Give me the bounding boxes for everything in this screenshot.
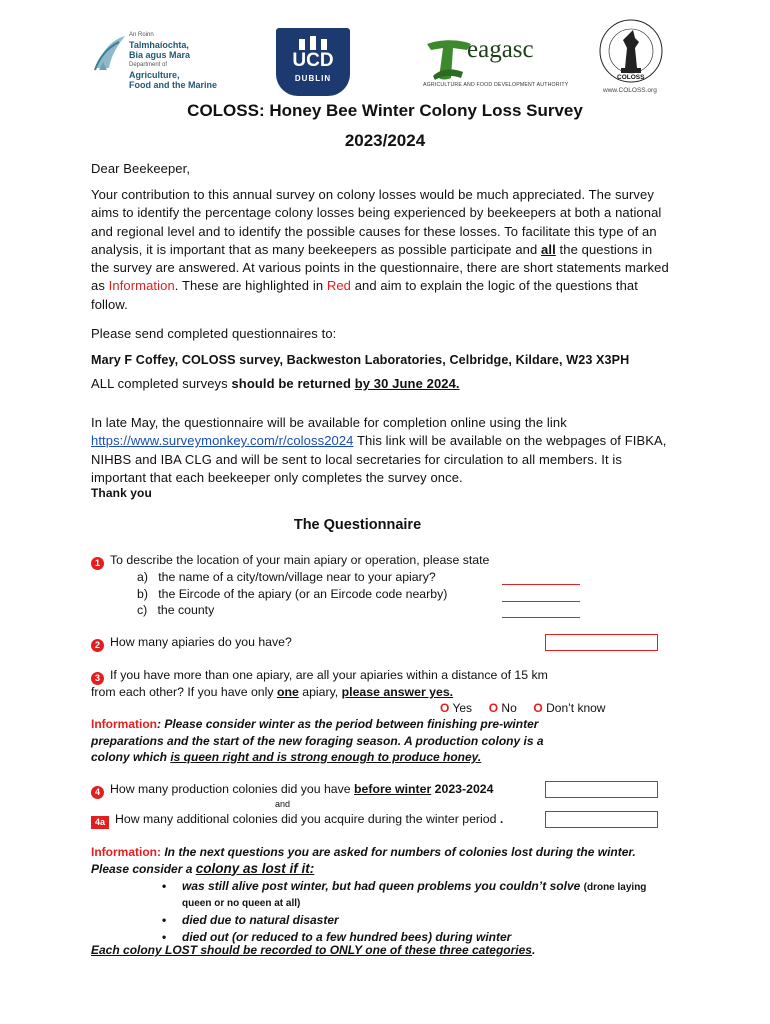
answer-4-field[interactable] [545,781,658,798]
coloss-name: COLOSS [617,74,645,81]
answer-1b-field[interactable] [502,589,580,602]
question-number-4: 4 [91,786,104,799]
option-dont-know[interactable]: O Don’t know [533,701,606,715]
answer-2-field[interactable] [545,634,658,651]
question-4: 4 How many production colonies did you have before winter 2023-2024 [91,782,493,799]
thank-you: Thank you [91,486,152,500]
teagasc-tagline: AGRICULTURE AND FOOD DEVELOPMENT AUTHORITY [423,82,569,88]
information-1: Information: Please consider winter as the period between finishing pre-winter preparations and the start of the new foraging season. A production colony is a colony which is queen right and is strong enough to produce honey. [91,717,544,764]
coloss-url: www.COLOSS.org [603,87,657,94]
ucd-sub: DUBLIN [294,74,332,83]
answer-1c-field[interactable] [502,605,580,618]
question-3-options [440,701,605,715]
information-term: Information [108,278,175,294]
survey-year: 2023/2024 [344,131,426,150]
salutation: Dear Beekeeper, [91,161,191,176]
option-no[interactable]: O No [488,701,517,715]
dept-line3: Bia agus Mara [129,50,191,60]
send-to-text: Please send completed questionnaires to: [91,326,337,341]
castle-icon [298,34,328,50]
teagasc-logo [423,36,569,94]
questionnaire-heading: The Questionnaire [293,517,422,533]
ucd-name: UCD [292,50,334,71]
question-3: 3 If you have more than one apiary, are all your apiaries within a distance of 15 km [91,668,548,685]
question-2: 2 How many apiaries do you have? [91,635,292,652]
intro-paragraph: Your contribution to this annual survey on colony losses would be much appreciated. The survey aims to identify the percentage colony losses being experienced by beekeepers at both a national and regional level and to identify the possible causes for these losses. To facilitate this type of an analysis, it is important that as many beekeepers as possible participate and all the questions in the survey are answered. At various points in the questionnaire, there are short statements marked as Information. These are highlighted in Red and aim to explain the logic of the questions that follow. [91,187,669,312]
lost-criteria-list [150,878,646,945]
dept-line5: Agriculture, [129,70,180,80]
question-number-3: 3 [91,672,104,685]
question-1c: c) the county [137,603,215,617]
information-label-1: Information [91,717,157,731]
return-address: Mary F Coffey, COLOSS survey, Backweston Laboratories, Celbridge, Kildare, W23 X3PH [91,353,630,367]
teagasc-name: eagasc [467,36,534,63]
ucd-dublin-logo [276,28,350,96]
survey-link[interactable]: https://www.surveymonkey.com/r/coloss2024 [91,433,354,449]
emphasis-all: all [541,241,556,257]
footer-note: Each colony LOST should be recorded to ONLY one of these three categories. [91,943,536,957]
question-1: 1 To describe the location of your main apiary or operation, please state [91,553,489,570]
dept-line2: Talmhaíochta, [129,40,189,50]
question-number-4a: 4a [91,816,109,829]
coloss-logo [595,18,667,96]
dept-line6: Food and the Marine [129,80,218,90]
online-paragraph: In late May, the questionnaire will be available for completion online using the link https://www.surveymonkey.com/r/coloss2024 This link will be available on the webpages of FIBKA, NIHBS and IBA CLG and will be sent to local secretaries for circulation to all members. It is important that each beekeeper only completes the survey once. [91,415,667,485]
question-3-line2: from each other? If you have only one apiary, please answer yes. [91,685,454,699]
criteria-item-disaster: • died due to natural disaster [150,912,646,929]
dept-line4: Department of [129,62,168,68]
information-2: Information: In the next questions you are asked for numbers of colonies lost during the winter. Please consider a colony as lost if it: [91,845,636,876]
option-yes[interactable]: O Yes [440,701,473,715]
criteria-item-queen: • was still alive post winter, but had queen problems you couldn’t solve (drone laying [150,878,646,897]
and-connector: and [275,799,291,809]
dept-line1: An Roinn [129,32,154,38]
teagasc-swoosh-icon [423,38,473,82]
department-agriculture-logo [93,28,268,90]
question-1b: b) the Eircode of the apiary (or an Eircode code nearby) [137,587,448,601]
harp-leaf-icon [93,32,127,72]
criteria-item-died-out: • died out (or reduced to a few hundred bees) during winter [150,929,646,946]
question-4a: 4a How many additional colonies did you acquire during the winter period . [91,812,503,829]
page-title: COLOSS: Honey Bee Winter Colony Loss Survey [187,101,583,120]
question-number-1: 1 [91,557,104,570]
return-deadline: ALL completed surveys should be returned by 30 June 2024. [91,376,460,391]
answer-1a-field[interactable] [502,572,580,585]
question-1a: a) the name of a city/town/village near to your apiary? [137,570,436,584]
criteria-item-queen-cont: queen or no queen at all) [182,897,301,909]
answer-4a-field[interactable] [545,811,658,828]
red-term: Red [326,278,352,294]
question-number-2: 2 [91,639,104,652]
information-label-2: Information: [91,845,161,859]
